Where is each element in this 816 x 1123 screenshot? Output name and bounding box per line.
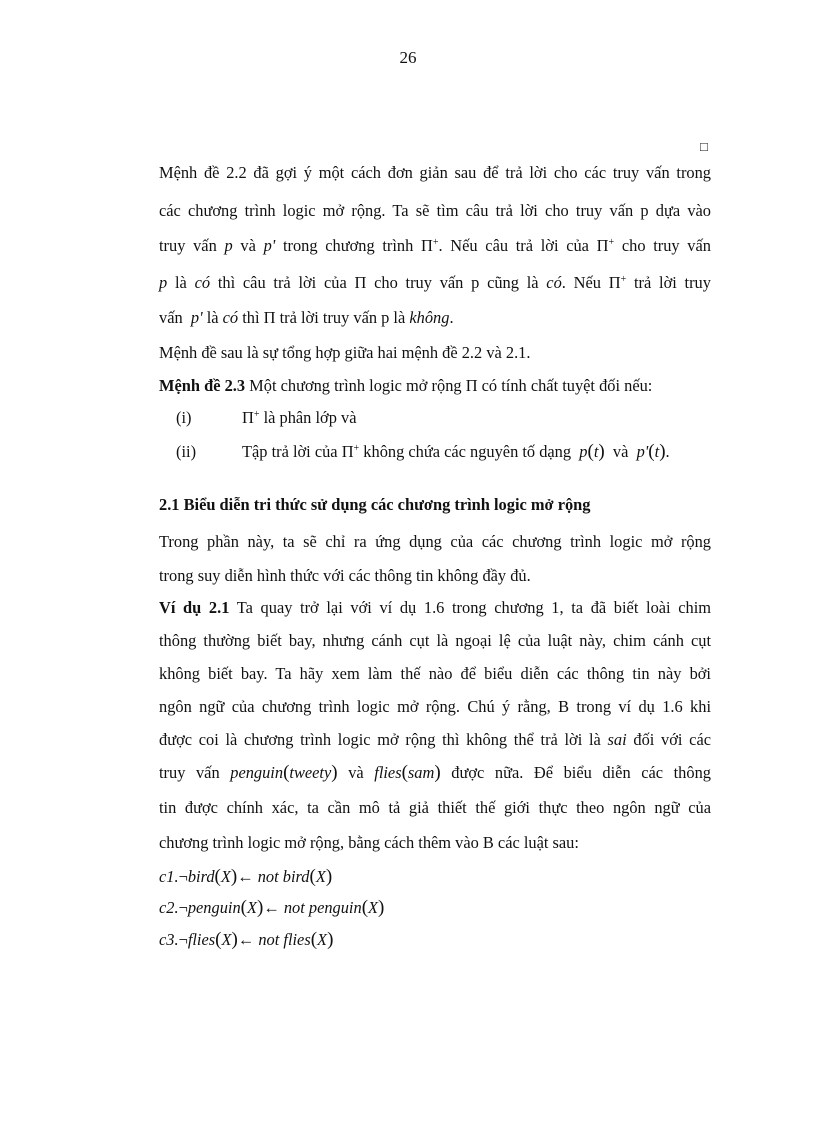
prop-item-2: (ii) Tập trả lời của Π+ không chứa các nguyên tố dạng p(t) và p'(t). — [176, 441, 670, 462]
para2: Mệnh đề sau là sự tổng hợp giữa hai mệnh đề 2.2 và 2.1. — [159, 343, 531, 362]
rule-c2: c2.¬penguin(X)← not penguin(X) — [159, 897, 385, 918]
prop-item-1: (i) Π+ là phân lớp và — [176, 408, 357, 427]
rule-c1: c1.¬bird(X)← not bird(X) — [159, 866, 333, 887]
para1-line3: truy vấn p và p' trong chương trình Π+. Nếu câu trả lời của Π+ cho truy vấn — [159, 236, 711, 255]
para1-line4: p là có thì câu trả lời của Π cho truy vấn p cũng là có. Nếu Π+ trả lời truy — [159, 273, 711, 292]
pi-symbol: Π+ — [421, 236, 439, 255]
proposition-2-3: Mệnh đề 2.3 Một chương trình logic mở rộng Π có tính chất tuyệt đối nếu: — [159, 376, 653, 395]
page-number: 26 — [399, 48, 417, 67]
para1-line2: các chương trình logic mở rộng. Ta sẽ tìm câu trả lời cho truy vấn p dựa vào — [159, 201, 711, 220]
para1-line5: vấn p' là có thì Π trả lời truy vấn p là không. — [159, 308, 454, 327]
para1-line1: Mệnh đề 2.2 đã gợi ý một cách đơn giản sau để trả lời cho các truy vấn trong — [159, 163, 711, 182]
rule-c3: c3.¬flies(X)← not flies(X) — [159, 929, 334, 950]
example-line7: tin được chính xác, ta cần mô tả giả thiết thế giới thực theo ngôn ngữ của — [159, 798, 711, 817]
example-line1: Ví dụ 2.1 Ta quay trở lại với ví dụ 1.6 trong chương 1, ta đã biết loài chim — [159, 598, 712, 617]
example-line2: thông thường biết bay, nhưng cánh cụt là ngoại lệ của luật này, chim cánh cụt — [159, 631, 711, 650]
example-line3: không biết bay. Ta hãy xem làm thế nào để biểu diễn các thông tin này bởi — [159, 664, 711, 683]
example-label: Ví dụ 2.1 — [159, 598, 230, 617]
example-line5: được coi là chương trình logic mở rộng thì không thể trả lời là sai đối với các — [159, 730, 711, 749]
example-line6: truy vấn penguin(tweety) và flies(sam) được nữa. Để biểu diễn các thông — [159, 762, 711, 783]
para3-line1: Trong phần này, ta sẽ chỉ ra ứng dụng của các chương trình logic mở rộng — [159, 532, 711, 551]
example-line8: chương trình logic mở rộng, bằng cách thêm vào B các luật sau: — [159, 833, 579, 852]
qed-mark: □ — [700, 139, 708, 154]
example-line4: ngôn ngữ của chương trình logic mở rộng. Chú ý rằng, B trong ví dụ 1.6 khi — [159, 697, 711, 716]
pi-symbol: Π+ — [596, 236, 615, 255]
para3-line2: trong suy diễn hình thức với các thông tin không đầy đủ. — [159, 566, 531, 585]
section-heading: 2.1 Biểu diễn tri thức sử dụng các chương trình logic mở rộng — [159, 495, 591, 514]
proposition-label: Mệnh đề 2.3 — [159, 376, 246, 395]
